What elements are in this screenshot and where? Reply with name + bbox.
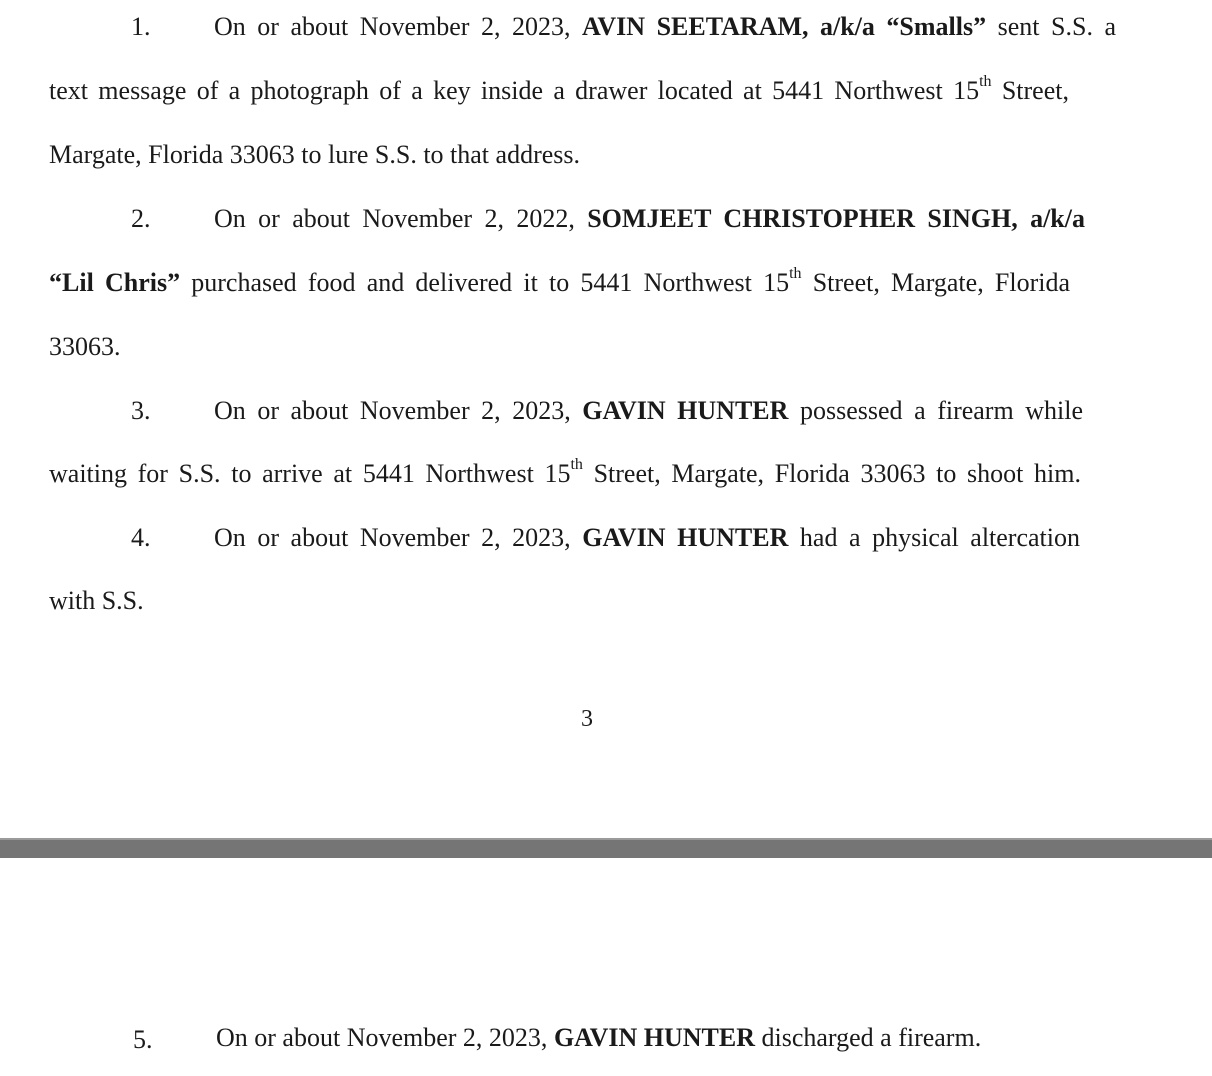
paragraph-line: 33063. (49, 332, 121, 361)
paragraph-line: waiting for S.S. to arrive at 5441 Northwest 15th Street, Margate, Florida 33063 to shoot him. (49, 456, 1081, 488)
page-number: 3 (581, 706, 593, 732)
paragraph-number: 2. (131, 204, 151, 233)
paragraph-number: 4. (131, 523, 151, 552)
paragraph-line: On or about November 2, 2022, SOMJEET CHRISTOPHER SINGH, a/k/a (214, 204, 1085, 233)
paragraph-line: On or about November 2, 2023, GAVIN HUNTER discharged a firearm. (216, 1023, 982, 1052)
paragraph-line: On or about November 2, 2023, GAVIN HUNTER possessed a firearm while (214, 396, 1084, 425)
paragraph-line: On or about November 2, 2023, AVIN SEETARAM, a/k/a “Smalls” sent S.S. a (214, 12, 1116, 41)
paragraph-line: On or about November 2, 2023, GAVIN HUNTER had a physical altercation (214, 523, 1080, 552)
defendant-name: SOMJEET CHRISTOPHER SINGH, a/k/a (587, 204, 1085, 233)
defendant-name: GAVIN HUNTER (553, 1023, 755, 1052)
paragraph-line: text message of a photograph of a key inside a drawer located at 5441 Northwest 15th Street, (49, 73, 1069, 105)
paragraph-line: Margate, Florida 33063 to lure S.S. to that address. (49, 140, 581, 169)
defendant-name: GAVIN HUNTER (582, 396, 789, 425)
paragraph-line: “Lil Chris” purchased food and delivered it to 5441 Northwest 15th Street, Margate, Florida (49, 265, 1070, 297)
paragraph-number: 3. (131, 396, 151, 425)
paragraph-number: 5. (133, 1025, 153, 1054)
defendant-name: GAVIN HUNTER (582, 523, 789, 552)
defendant-alias: “Lil Chris” (49, 268, 181, 297)
page-separator (0, 838, 1212, 858)
paragraph-line: with S.S. (49, 586, 144, 615)
document-page-4 (0, 858, 1212, 1076)
defendant-name: AVIN SEETARAM, a/k/a “Smalls” (581, 12, 987, 41)
paragraph-number: 1. (131, 12, 151, 41)
